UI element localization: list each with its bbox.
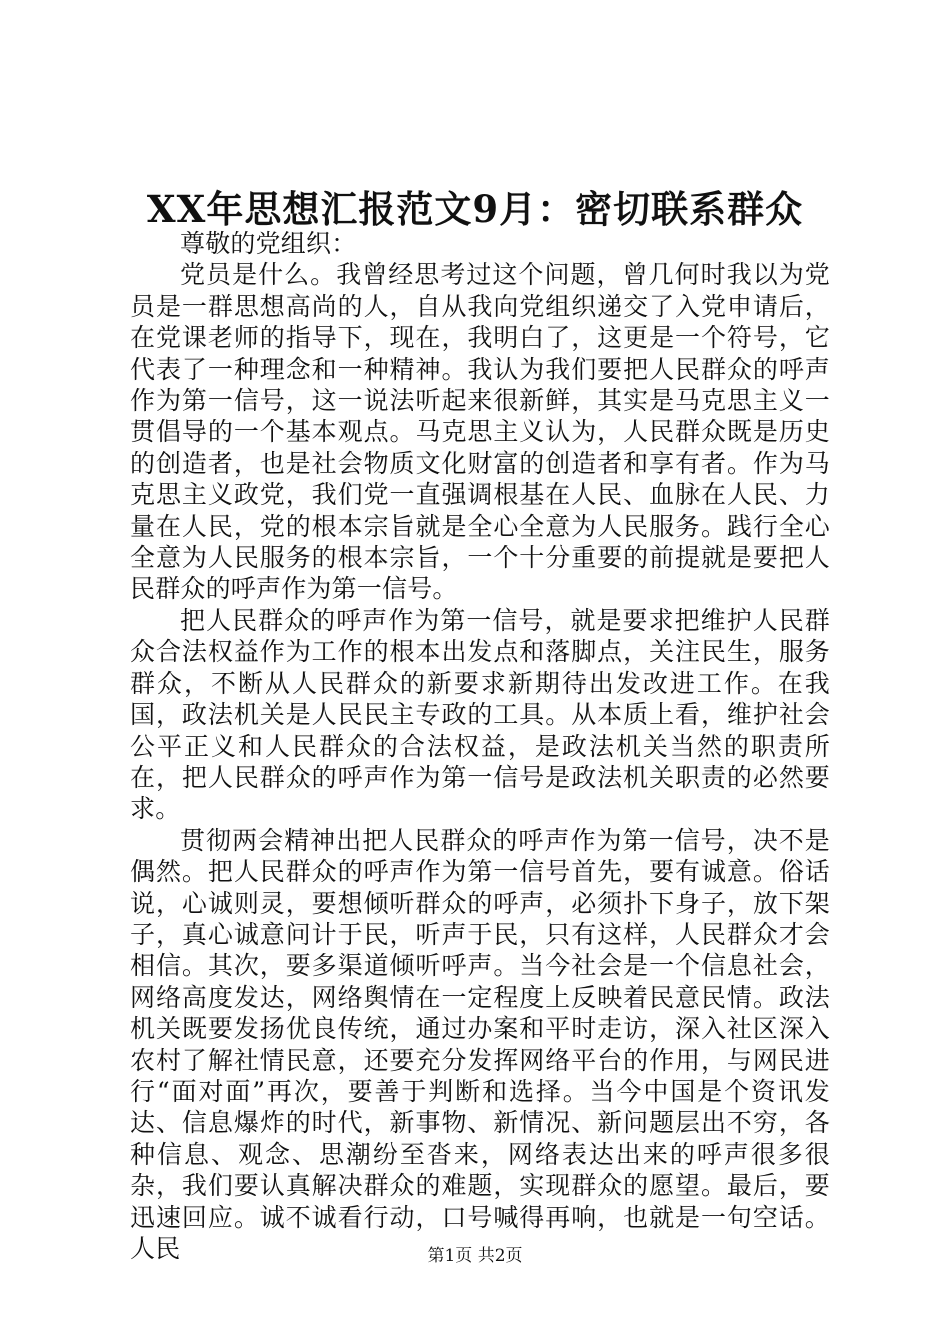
page-total: 共2页 — [477, 1246, 523, 1266]
document-title: XX年思想汇报范文9月：密切联系群众 — [146, 187, 804, 231]
paragraph: 党员是什么。我曾经思考过这个问题，曾几何时我以为党员是一群思想高尚的人，自从我向党组织递交了入党申请后，在党课老师的指导下，现在，我明白了，这更是一个符号，它代表了一种理念和一种精神。我认为我们要把人民群众的呼声作为第一信号，这一说法听起来很新鲜，其实是马克思主义一贯倡导的一个基本观点。马克思主义认为，人民群众既是历史的创造者，也是社会物质文化财富的创造者和享有者。作为马克思主义政党，我们党一直强调根基在人民、血脉在人民、力量在人民，党的根本宗旨就是全心全意为人民服务。践行全心全意为人民服务的根本宗旨，一个十分重要的前提就是要把人民群众的呼声作为第一信号。 — [130, 260, 830, 604]
page-footer — [0, 1245, 950, 1267]
page-number: 第1页 — [427, 1246, 473, 1266]
document-body — [130, 228, 830, 1264]
paragraph: 贯彻两会精神出把人民群众的呼声作为第一信号，决不是偶然。把人民群众的呼声作为第一信号首先，要有诚意。俗话说，心诚则灵，要想倾听群众的呼声，必须扑下身子，放下架子，真心诚意问计于民，听声于民，只有这样，人民群众才会相信。其次，要多渠道倾听呼声。当今社会是一个信息社会，网络高度发达，网络舆情在一定程度上反映着民意民情。政法机关既要发扬优良传统，通过办案和平时走访，深入社区深入农村了解社情民意，还要充分发挥网络平台的作用，与网民进行“面对面”再次，要善于判断和选择。当今中国是个资讯发达、信息爆炸的时代，新事物、新情况、新问题层出不穷，各种信息、观念、思潮纷至沓来，网络表达出来的呼声很多很杂，我们要认真解决群众的难题，实现群众的愿望。最后，要迅速回应。诚不诚看行动，口号喊得再响，也就是一句空话。人民 — [130, 825, 830, 1263]
salutation: 尊敬的党组织： — [180, 229, 357, 258]
paragraph: 把人民群众的呼声作为第一信号，就是要求把维护人民群众合法权益作为工作的根本出发点和落脚点，关注民生，服务群众，不断从人民群众的新要求新期待出发改进工作。在我国，政法机关是人民民主专政的工具。从本质上看，维护社会公平正义和人民群众的合法权益，是政法机关当然的职责所在，把人民群众的呼声作为第一信号是政法机关职责的必然要求。 — [130, 605, 830, 824]
